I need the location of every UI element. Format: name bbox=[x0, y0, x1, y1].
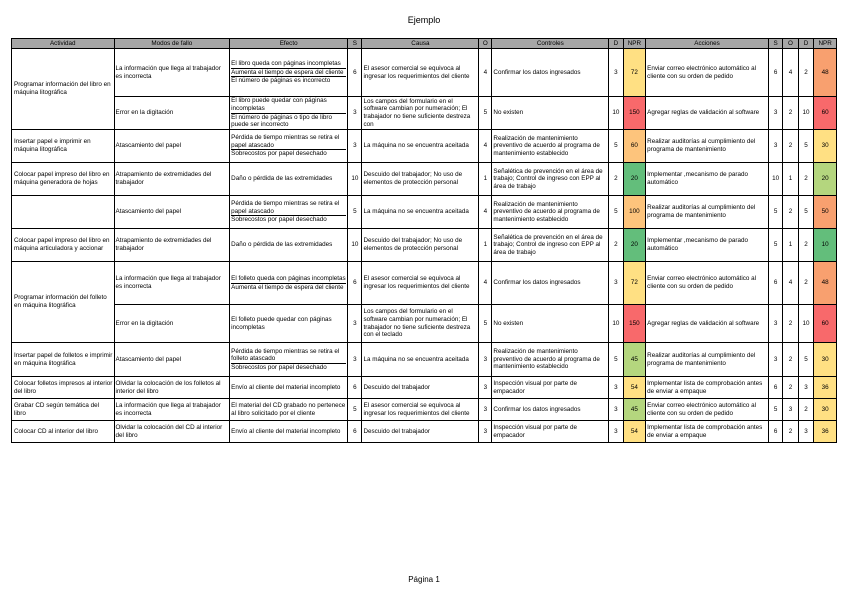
header-acciones: Acciones bbox=[646, 39, 769, 49]
modo-fallo-cell: La información que llega al trabajador es incorrecta bbox=[114, 49, 230, 97]
efecto-line: Envío al cliente del material incompleto bbox=[231, 383, 341, 391]
s2-cell: 5 bbox=[768, 399, 782, 421]
d-cell: 5 bbox=[609, 130, 623, 163]
modo-fallo-cell: Atascamiento del papel bbox=[114, 130, 230, 163]
modo-fallo-cell: Atrapamiento de extremidades del trabajador bbox=[114, 163, 230, 196]
modo-fallo-cell: Atascamiento del papel bbox=[114, 196, 230, 229]
efecto-cell bbox=[230, 305, 348, 343]
npr2-cell: 60 bbox=[814, 97, 837, 130]
o-cell: 3 bbox=[479, 343, 492, 377]
table-row bbox=[12, 229, 837, 262]
d2-cell: 5 bbox=[798, 196, 813, 229]
efecto-cell bbox=[230, 163, 348, 196]
controles-cell: Realización de mantenimiento preventivo de acuerdo al programa de mantenimiento establecido bbox=[492, 130, 609, 163]
efecto-line: Aumenta el tiempo de espera del cliente bbox=[231, 283, 344, 291]
acciones-cell: Enviar correo electrónico automático al cliente con su orden de pedido bbox=[646, 399, 769, 421]
acciones-cell: Realizar auditorías al cumplimiento del programa de mantenimiento bbox=[646, 343, 769, 377]
acciones-cell: Realizar auditorías al cumplimiento del programa de mantenimiento bbox=[646, 196, 769, 229]
s-cell: 3 bbox=[348, 130, 362, 163]
d2-cell: 10 bbox=[798, 305, 813, 343]
table-body bbox=[12, 49, 837, 443]
actividad-cell: Colocar CD al interior del libro bbox=[12, 421, 115, 443]
o2-cell: 2 bbox=[783, 305, 798, 343]
s2-cell: 6 bbox=[768, 421, 782, 443]
npr-cell: 45 bbox=[623, 343, 646, 377]
controles-cell: Realización de mantenimiento preventivo de acuerdo al programa de mantenimiento establecido bbox=[492, 343, 609, 377]
fmea-table bbox=[11, 38, 837, 443]
table-row bbox=[12, 399, 837, 421]
d-cell: 5 bbox=[609, 343, 623, 377]
efecto-line: Aumenta el tiempo de espera del cliente bbox=[231, 69, 346, 78]
s2-cell: 6 bbox=[768, 262, 782, 305]
controles-cell: Confirmar los datos ingresados bbox=[492, 49, 609, 97]
efecto-line: Daño o pérdida de las extremidades bbox=[231, 241, 333, 249]
actividad-cell: Insertar papel e imprimir en máquina litográfica bbox=[12, 130, 115, 163]
d-cell: 2 bbox=[609, 229, 623, 262]
table-row bbox=[12, 49, 837, 97]
s-cell: 3 bbox=[348, 305, 362, 343]
s-cell: 6 bbox=[348, 49, 362, 97]
modo-fallo-cell: Atascamiento del papel bbox=[114, 343, 230, 377]
npr-cell: 72 bbox=[623, 49, 646, 97]
o-cell: 1 bbox=[479, 229, 492, 262]
page-footer: Página 1 bbox=[408, 575, 440, 584]
modo-fallo-cell: La información que llega al trabajador es incorrecta bbox=[114, 262, 230, 305]
causa-cell: Descuido del trabajador; No uso de elementos de protección personal bbox=[362, 163, 479, 196]
d-cell: 2 bbox=[609, 163, 623, 196]
o2-cell: 3 bbox=[783, 399, 798, 421]
actividad-cell: Colocar papel impreso del libro en máquina articuladora y accionar bbox=[12, 229, 115, 262]
efecto-line: El libro puede quedar con páginas incompletas bbox=[231, 97, 346, 113]
s2-cell: 3 bbox=[768, 305, 782, 343]
o2-cell: 2 bbox=[783, 377, 798, 399]
header-d2: D bbox=[798, 39, 813, 49]
page-title: Ejemplo bbox=[407, 15, 441, 25]
npr-cell: 100 bbox=[623, 196, 646, 229]
npr2-cell: 60 bbox=[814, 305, 837, 343]
actividad-cell: Programar información del folleto en máquina litográfica bbox=[12, 262, 115, 343]
o-cell: 3 bbox=[479, 399, 492, 421]
modo-fallo-cell: Error en la digitación bbox=[114, 97, 230, 130]
acciones-cell: Implementar lista de comprobación antes de enviar a empaque bbox=[646, 377, 769, 399]
modo-fallo-cell: Atrapamiento de extremidades del trabajador bbox=[114, 229, 230, 262]
causa-cell: Los campos del formulario en el software cambian por numeración; El trabajador no tiene suficiente destreza con el teclado bbox=[362, 305, 479, 343]
causa-cell: La máquina no se encuentra aceitada bbox=[362, 130, 479, 163]
efecto-line: Sobrecostos por papel desechado bbox=[231, 363, 327, 371]
efecto-line: El material del CD grabado no pertenece al libro solicitado por el cliente bbox=[231, 401, 346, 417]
o-cell: 4 bbox=[479, 196, 492, 229]
o2-cell: 2 bbox=[783, 130, 798, 163]
header-d: D bbox=[609, 39, 623, 49]
s-cell: 6 bbox=[348, 377, 362, 399]
controles-cell: Confirmar los datos ingresados bbox=[492, 399, 609, 421]
acciones-cell: Realizar auditorías al cumplimiento del programa de mantenimiento bbox=[646, 130, 769, 163]
s2-cell: 10 bbox=[768, 163, 782, 196]
efecto-line: El número de páginas o tipo de libro puede ser incorrecto bbox=[231, 113, 332, 129]
header-modos-de-fallo: Modos de fallo bbox=[114, 39, 230, 49]
d2-cell: 2 bbox=[798, 163, 813, 196]
s-cell: 3 bbox=[348, 97, 362, 130]
table-row bbox=[12, 377, 837, 399]
controles-cell: Señalética de prevención en el área de trabajo; Control de ingreso con EPP al área de trabajo bbox=[492, 229, 609, 262]
efecto-line: Sobrecostos por papel desechado bbox=[231, 150, 327, 158]
controles-cell: Inspección visual por parte de empacador bbox=[492, 377, 609, 399]
causa-cell: Los campos del formulario en el software cambian por numeración; El trabajador no tiene suficiente destreza con bbox=[362, 97, 479, 130]
s-cell: 3 bbox=[348, 343, 362, 377]
npr2-cell: 10 bbox=[814, 229, 837, 262]
controles-cell: No existen bbox=[492, 305, 609, 343]
npr-cell: 150 bbox=[623, 305, 646, 343]
d-cell: 3 bbox=[609, 49, 623, 97]
causa-cell: Descuido del trabajador bbox=[362, 421, 479, 443]
s-cell: 10 bbox=[348, 163, 362, 196]
table-row bbox=[12, 343, 837, 377]
efecto-line: El libro queda con páginas incompletas bbox=[231, 60, 346, 69]
s2-cell: 3 bbox=[768, 97, 782, 130]
table-row bbox=[12, 163, 837, 196]
s-cell: 5 bbox=[348, 196, 362, 229]
o-cell: 4 bbox=[479, 130, 492, 163]
npr2-cell: 30 bbox=[814, 399, 837, 421]
s-cell: 6 bbox=[348, 421, 362, 443]
d-cell: 10 bbox=[609, 305, 623, 343]
table-row bbox=[12, 421, 837, 443]
acciones-cell: Enviar correo electrónico automático al cliente con su orden de pedido bbox=[646, 262, 769, 305]
causa-cell: Descuido del trabajador bbox=[362, 377, 479, 399]
o2-cell: 2 bbox=[783, 196, 798, 229]
controles-cell: No existen bbox=[492, 97, 609, 130]
table-row bbox=[12, 97, 837, 130]
d2-cell: 5 bbox=[798, 130, 813, 163]
efecto-cell bbox=[230, 343, 348, 377]
efecto-cell bbox=[230, 196, 348, 229]
actividad-cell: Programar información del libro en máquina litográfica bbox=[12, 49, 115, 130]
header-npr: NPR bbox=[623, 39, 646, 49]
efecto-cell bbox=[230, 421, 348, 443]
o-cell: 3 bbox=[479, 377, 492, 399]
o2-cell: 2 bbox=[783, 343, 798, 377]
npr2-cell: 36 bbox=[814, 421, 837, 443]
o-cell: 1 bbox=[479, 163, 492, 196]
actividad-cell: Insertar papel de folletos e imprimir en máquina litográfica bbox=[12, 343, 115, 377]
npr2-cell: 30 bbox=[814, 130, 837, 163]
header-actividad: Actividad bbox=[12, 39, 115, 49]
o2-cell: 4 bbox=[783, 262, 798, 305]
controles-cell: Confirmar los datos ingresados bbox=[492, 262, 609, 305]
o2-cell: 2 bbox=[783, 97, 798, 130]
efecto-line: Sobrecostos por papel desechado bbox=[231, 216, 327, 224]
s-cell: 6 bbox=[348, 262, 362, 305]
efecto-cell bbox=[230, 49, 348, 97]
efecto-line: Pérdida de tiempo mientras se retira el papel atascado bbox=[231, 200, 346, 216]
modo-fallo-cell: Olvidar la colocación del CD al interior del libro bbox=[114, 421, 230, 443]
npr2-cell: 30 bbox=[814, 343, 837, 377]
o2-cell: 1 bbox=[783, 229, 798, 262]
table-row bbox=[12, 262, 837, 305]
d2-cell: 10 bbox=[798, 97, 813, 130]
efecto-line: Pérdida de tiempo mientras se retira el folleto atascado bbox=[231, 348, 346, 364]
header-o: O bbox=[479, 39, 492, 49]
d-cell: 3 bbox=[609, 262, 623, 305]
efecto-cell bbox=[230, 399, 348, 421]
npr2-cell: 36 bbox=[814, 377, 837, 399]
efecto-cell bbox=[230, 229, 348, 262]
s2-cell: 5 bbox=[768, 196, 782, 229]
acciones-cell: Enviar correo electrónico automático al cliente con su orden de pedido bbox=[646, 49, 769, 97]
d2-cell: 2 bbox=[798, 262, 813, 305]
npr-cell: 60 bbox=[623, 130, 646, 163]
o2-cell: 2 bbox=[783, 421, 798, 443]
o-cell: 5 bbox=[479, 97, 492, 130]
modo-fallo-cell: La información que llega al trabajador es incorrecta bbox=[114, 399, 230, 421]
d2-cell: 5 bbox=[798, 343, 813, 377]
acciones-cell: Implementar ,mecanismo de parado automático bbox=[646, 229, 769, 262]
npr2-cell: 50 bbox=[814, 196, 837, 229]
efecto-line: Pérdida de tiempo mientras se retira el papel atascado bbox=[231, 134, 346, 150]
efecto-line: Daño o pérdida de las extremidades bbox=[231, 175, 333, 183]
table-row bbox=[12, 196, 837, 229]
o-cell: 5 bbox=[479, 305, 492, 343]
o2-cell: 1 bbox=[783, 163, 798, 196]
d2-cell: 2 bbox=[798, 49, 813, 97]
d-cell: 3 bbox=[609, 399, 623, 421]
actividad-cell: Colocar folletos impresos al interior del libro bbox=[12, 377, 115, 399]
npr2-cell: 20 bbox=[814, 163, 837, 196]
o2-cell: 4 bbox=[783, 49, 798, 97]
d2-cell: 3 bbox=[798, 421, 813, 443]
s2-cell: 5 bbox=[768, 229, 782, 262]
s-cell: 5 bbox=[348, 399, 362, 421]
controles-cell: Inspección visual por parte de empacador bbox=[492, 421, 609, 443]
acciones-cell: Implementar lista de comprobación antes de enviar a empaque bbox=[646, 421, 769, 443]
npr-cell: 20 bbox=[623, 163, 646, 196]
npr-cell: 150 bbox=[623, 97, 646, 130]
npr-cell: 54 bbox=[623, 377, 646, 399]
acciones-cell: Agregar reglas de validación al software bbox=[646, 305, 769, 343]
npr-cell: 54 bbox=[623, 421, 646, 443]
efecto-line: El número de páginas es incorrecto bbox=[231, 77, 331, 85]
efecto-line: El folleto queda con páginas incompletas bbox=[231, 274, 346, 282]
modo-fallo-cell: Olvidar la colocación de los folletos al interior del libro bbox=[114, 377, 230, 399]
header-s: S bbox=[348, 39, 362, 49]
acciones-cell: Implementar ,mecanismo de parado automático bbox=[646, 163, 769, 196]
header-npr2: NPR bbox=[814, 39, 837, 49]
npr-cell: 20 bbox=[623, 229, 646, 262]
header-causa: Causa bbox=[362, 39, 479, 49]
d2-cell: 2 bbox=[798, 229, 813, 262]
controles-cell: Realización de mantenimiento preventivo de acuerdo al programa de mantenimiento establecido bbox=[492, 196, 609, 229]
npr2-cell: 48 bbox=[814, 49, 837, 97]
npr2-cell: 48 bbox=[814, 262, 837, 305]
o-cell: 4 bbox=[479, 49, 492, 97]
s2-cell: 3 bbox=[768, 130, 782, 163]
efecto-line: El folleto puede quedar con páginas incompletas bbox=[231, 315, 332, 331]
o-cell: 4 bbox=[479, 262, 492, 305]
actividad-cell: Grabar CD según temática del libro bbox=[12, 399, 115, 421]
o-cell: 3 bbox=[479, 421, 492, 443]
d-cell: 3 bbox=[609, 421, 623, 443]
d-cell: 5 bbox=[609, 196, 623, 229]
s2-cell: 6 bbox=[768, 49, 782, 97]
s2-cell: 3 bbox=[768, 343, 782, 377]
efecto-cell bbox=[230, 377, 348, 399]
s2-cell: 6 bbox=[768, 377, 782, 399]
causa-cell: El asesor comercial se equivoca al ingresar los requerimientos del cliente bbox=[362, 49, 479, 97]
actividad-cell bbox=[12, 196, 115, 229]
efecto-line: Envío al cliente del material incompleto bbox=[231, 427, 341, 435]
header-o2: O bbox=[783, 39, 798, 49]
efecto-cell bbox=[230, 130, 348, 163]
causa-cell: Descuido del trabajador; No uso de elementos de protección personal bbox=[362, 229, 479, 262]
efecto-cell bbox=[230, 262, 348, 305]
causa-cell: La máquina no se encuentra aceitada bbox=[362, 196, 479, 229]
efecto-cell bbox=[230, 97, 348, 130]
header-controles: Controles bbox=[492, 39, 609, 49]
header-row bbox=[12, 39, 837, 49]
causa-cell: El asesor comercial se equivoca al ingresar los requerimientos del cliente bbox=[362, 399, 479, 421]
npr-cell: 45 bbox=[623, 399, 646, 421]
d2-cell: 3 bbox=[798, 377, 813, 399]
header-efecto: Efecto bbox=[230, 39, 348, 49]
modo-fallo-cell: Error en la digitación bbox=[114, 305, 230, 343]
d-cell: 3 bbox=[609, 377, 623, 399]
d-cell: 10 bbox=[609, 97, 623, 130]
header-s2: S bbox=[768, 39, 782, 49]
s-cell: 10 bbox=[348, 229, 362, 262]
actividad-cell: Colocar papel impreso del libro en máquina generadora de hojas bbox=[12, 163, 115, 196]
table-row bbox=[12, 130, 837, 163]
npr-cell: 72 bbox=[623, 262, 646, 305]
d2-cell: 2 bbox=[798, 399, 813, 421]
causa-cell: La máquina no se encuentra aceitada bbox=[362, 343, 479, 377]
controles-cell: Señalética de prevención en el área de trabajo; Control de ingreso con EPP al área de trabajo bbox=[492, 163, 609, 196]
acciones-cell: Agregar reglas de validación al software bbox=[646, 97, 769, 130]
table-row bbox=[12, 305, 837, 343]
causa-cell: El asesor comercial se equivoca al ingresar los requerimientos del cliente bbox=[362, 262, 479, 305]
